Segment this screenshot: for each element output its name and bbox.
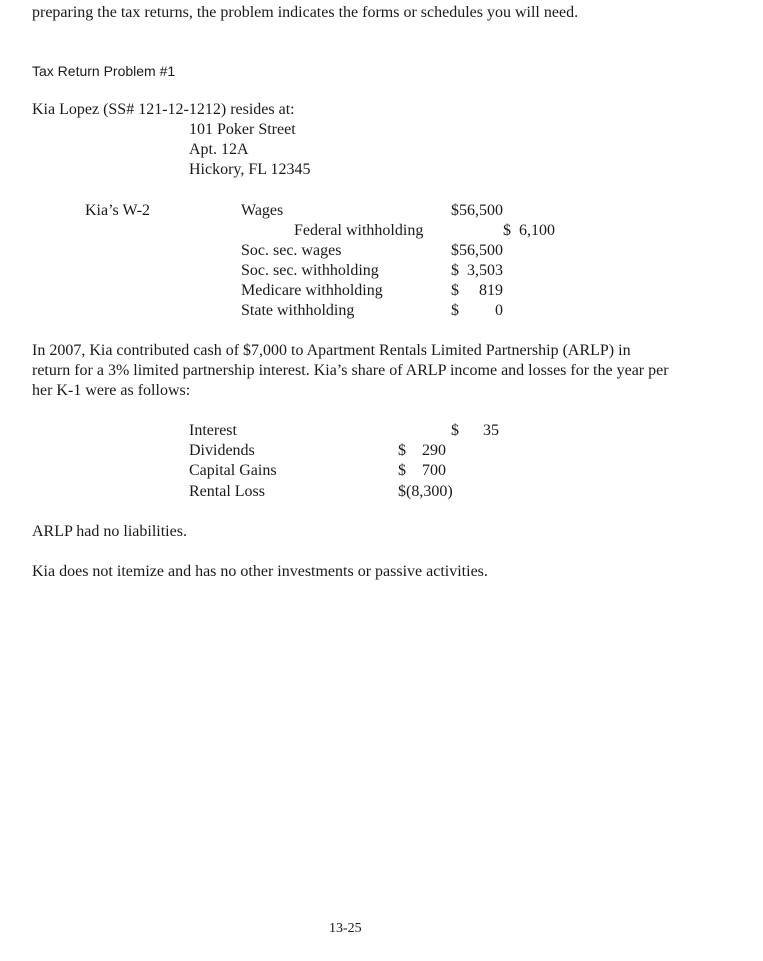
k1-row-label: Capital Gains	[189, 462, 277, 479]
page-number: 13-25	[329, 921, 362, 936]
w2-row-label: Medicare withholding	[241, 282, 383, 299]
w2-row-value: $56,500	[451, 242, 503, 259]
taxpayer-intro: Kia Lopez (SS# 121-12-1212) resides at:	[32, 101, 295, 118]
liabilities-note: ARLP had no liabilities.	[32, 523, 187, 540]
w2-row-value: $ 0	[451, 302, 503, 319]
w2-row-value: $ 6,100	[503, 222, 555, 239]
k1-row-label: Rental Loss	[189, 483, 265, 500]
address-line: Hickory, FL 12345	[189, 161, 311, 178]
w2-row-label: Soc. sec. withholding	[241, 262, 379, 279]
w2-row-value: $ 3,503	[451, 262, 503, 279]
w2-row-label: Soc. sec. wages	[241, 242, 342, 259]
address-line: Apt. 12A	[189, 141, 249, 158]
address-line: 101 Poker Street	[189, 121, 296, 138]
w2-row-value: $56,500	[451, 202, 503, 219]
k1-row-value: $ 35	[451, 422, 499, 439]
w2-row-value: $ 819	[451, 282, 503, 299]
w2-row-label: State withholding	[241, 302, 355, 319]
k1-row-value: $ 700	[398, 462, 446, 479]
k1-row-label: Interest	[189, 422, 237, 439]
problem-title: Tax Return Problem #1	[32, 63, 176, 79]
k1-row-value: $(8,300)	[398, 483, 453, 500]
intro-line: preparing the tax returns, the problem indicates the forms or schedules you will need.	[32, 4, 579, 21]
w2-label: Kia’s W-2	[85, 202, 151, 219]
itemize-note: Kia does not itemize and has no other investments or passive activities.	[32, 563, 488, 580]
k1-row-label: Dividends	[189, 442, 255, 459]
partnership-paragraph: In 2007, Kia contributed cash of $7,000 to Apartment Rentals Limited Partnership (ARLP) in return for a 3% limited partnership interest. Kia’s share of ARLP income and losses for the year per her K-1 were as follows:	[32, 342, 669, 399]
w2-row-label: Wages	[241, 202, 284, 219]
k1-row-value: $ 290	[398, 442, 446, 459]
w2-row-label: Federal withholding	[294, 222, 424, 239]
